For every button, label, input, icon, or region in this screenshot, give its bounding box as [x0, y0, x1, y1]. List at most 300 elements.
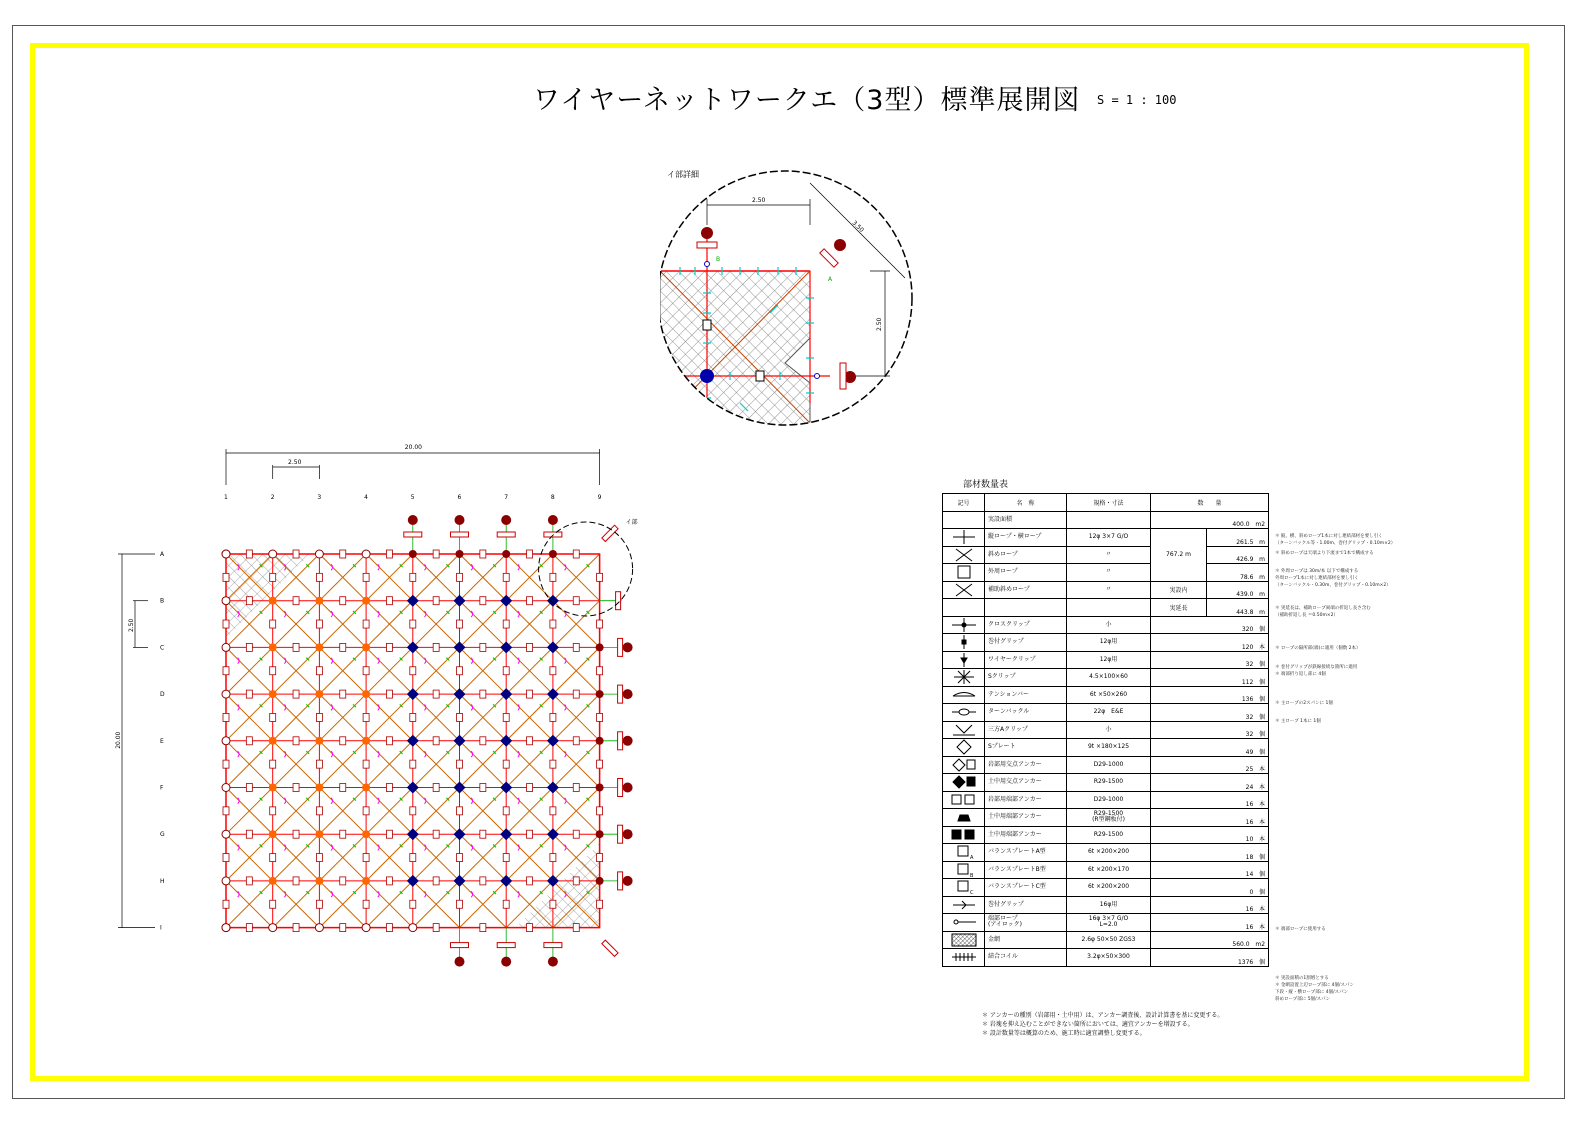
table-row [943, 686, 1269, 704]
column-label: 6 [457, 494, 462, 501]
balance-plate [840, 363, 846, 389]
s-plate-icon [223, 760, 229, 768]
s-plate-icon [457, 573, 463, 581]
side-note: ＊ 外周ロープは 30m/本 以下で構成する 外周ロープ1本に対し連結部材を要し引く （ターンバックル・0.30m、巻付グリップ・0.10m×2） [1275, 569, 1391, 588]
item-qty [1151, 756, 1269, 774]
s-plate-icon [597, 854, 603, 862]
anchor-icon [501, 515, 511, 525]
note-line: ＊ アンカーの種別（岩部用・土中用）は、アンカー調査後、設計計算書を基に変更する。 [982, 1012, 1224, 1019]
s-plate-icon [293, 597, 299, 605]
table-row [943, 704, 1269, 722]
table-row [943, 529, 1269, 547]
item-spec [1067, 599, 1151, 617]
column-label: 1 [224, 494, 228, 501]
s-plate-icon [756, 371, 764, 381]
s-plate-icon [293, 690, 299, 698]
symbol-cell [943, 511, 985, 529]
s-plate-icon [246, 690, 252, 698]
coil-icon [378, 844, 380, 850]
qty-unit: m2 [1255, 521, 1266, 528]
dim-span: 2.50 [288, 459, 302, 466]
s-plate-icon [550, 573, 556, 581]
turn-icon [943, 704, 985, 722]
anchor-icon [596, 830, 604, 838]
column-label: 9 [597, 494, 602, 501]
boxb-icon [943, 861, 985, 879]
s-plate-icon [293, 550, 299, 558]
coil-icon [565, 658, 567, 664]
s-plate-icon [410, 760, 416, 768]
item-spec: 9t ×180×125 [1067, 739, 1151, 757]
s-plate-icon [340, 690, 346, 698]
s-plate-icon [480, 550, 486, 558]
balance-plate [618, 732, 623, 750]
qty-unit: 個 [1259, 853, 1266, 861]
qty-unit: m [1259, 573, 1266, 581]
row-label: C [160, 644, 165, 652]
qty-value: 120 [1241, 643, 1254, 651]
coil-icon [518, 891, 520, 897]
s-plate-icon [246, 877, 252, 885]
coil-icon [284, 751, 286, 757]
qty-value: 400.0 [1232, 521, 1250, 528]
dim-left: 20.00 [115, 731, 122, 749]
s-plate-icon [340, 597, 346, 605]
item-qty [1151, 634, 1269, 652]
item-name: 外周ロープ [985, 564, 1067, 582]
s-plate-icon [270, 573, 276, 581]
qty-unit: 個 [1259, 626, 1266, 633]
column-label: 3 [317, 494, 322, 501]
item-spec: 2.6φ 50×50 ZGS3 [1067, 931, 1151, 949]
row-label: H [160, 877, 165, 885]
s-plate-icon [270, 900, 276, 908]
qty-unit: m [1259, 538, 1266, 546]
s-plate-icon [573, 690, 579, 698]
s-plate-icon [246, 550, 252, 558]
s-plate-icon [503, 620, 509, 628]
s-plate-icon [386, 643, 392, 651]
detail-tag-a: A [828, 276, 833, 283]
boxc-icon [943, 879, 985, 897]
s-plate-icon [573, 784, 579, 792]
side-note: ＊ 巻付グリップが鉄線接続な箇所に適用 ＊ 端部折り返し部に 4個 [1275, 665, 1358, 677]
coil-icon [331, 891, 333, 897]
side-note: ＊ 縦、横、斜めロープ1本に対し連結部材を要し引く （ターンバックル等・1.00m、巻付グリップ・0.10m×2） [1275, 534, 1396, 546]
s-plate-icon [527, 690, 533, 698]
s-plate-icon [316, 667, 322, 675]
anchor-icon [408, 515, 418, 525]
qty-value: 24 [1245, 783, 1254, 791]
s-plate-icon [316, 713, 322, 721]
anchor-icon [269, 924, 277, 932]
qty-unit: 個 [1259, 748, 1266, 756]
s-plate-icon [503, 573, 509, 581]
table-row [943, 914, 1269, 932]
merged-total-value: 767.2 [1166, 551, 1184, 559]
item-spec: D29-1000 [1067, 756, 1151, 774]
item-qty [1151, 844, 1269, 862]
table-row [943, 861, 1269, 879]
item-spec: 12φ用 [1067, 634, 1151, 652]
s-plate-icon [340, 877, 346, 885]
general-notes [982, 1011, 1223, 1038]
anchor-icon [456, 550, 464, 558]
node-anchor-icon [362, 877, 370, 885]
item-name: 巻付グリップ [985, 634, 1067, 652]
coil-icon [238, 704, 240, 710]
grip-icon [943, 634, 985, 652]
anchor-icon [596, 690, 604, 698]
anchor-icon [596, 737, 604, 745]
item-spec: R29-1500 (R型鋼板付) [1067, 809, 1151, 827]
s-plate-icon [316, 760, 322, 768]
s-plate-icon [293, 784, 299, 792]
s-plate-icon [316, 573, 322, 581]
s-plate-icon [386, 597, 392, 605]
item-name: ターンバックル [985, 704, 1067, 722]
s-plate-icon [433, 924, 439, 932]
anc4-icon [943, 809, 985, 827]
coil-icon [331, 704, 333, 710]
s-plate-icon [293, 737, 299, 745]
item-qty [1151, 791, 1269, 809]
row-label: A [160, 551, 165, 558]
item-name: 金網 [985, 931, 1067, 949]
coil-icon [424, 611, 426, 617]
anchor-icon [409, 924, 417, 932]
side-note: ＊ 実延長は、補助ロープ両端の折返し長さ含む （補助折返し長 ＝0.50m×2） [1275, 606, 1371, 618]
item-spec: 〃 [1067, 581, 1151, 599]
sub-label: 実延長 [1151, 599, 1207, 617]
cross-icon [943, 529, 985, 547]
s-plate-icon [270, 760, 276, 768]
qty-value: 32 [1245, 731, 1254, 738]
s-plate-icon [410, 900, 416, 908]
s-plate-icon [597, 807, 603, 815]
s-plate-icon [433, 784, 439, 792]
detail-label: イ部詳細 [667, 170, 699, 179]
column-label: 5 [410, 494, 415, 501]
s-plate-icon [480, 690, 486, 698]
x-icon [943, 546, 985, 564]
node-anchor-icon [362, 597, 370, 605]
s-plate-icon [246, 597, 252, 605]
item-spec: 16φ 3×7 G/O L=2.0 [1067, 914, 1151, 932]
anchor-icon [701, 227, 713, 239]
balance-plate [544, 532, 562, 537]
rope-icon [943, 914, 985, 932]
table-row [943, 546, 1269, 564]
s-plate-icon [503, 760, 509, 768]
item-spec: R29-1500 [1067, 826, 1151, 844]
s-plate-icon [550, 620, 556, 628]
anchor-icon [409, 550, 417, 558]
node-anchor-icon [269, 737, 277, 745]
table-row [943, 791, 1269, 809]
qty-unit: 個 [1259, 696, 1266, 703]
s-plate-icon [223, 807, 229, 815]
node-anchor-icon [362, 830, 370, 838]
item-spec: 4.5×100×60 [1067, 669, 1151, 687]
item-qty [1151, 914, 1269, 932]
side-note: ＊ 実設面積の1割増とする ＊ 金網設置上辺ロープ部に 4個/スパン 下段・縦・横ロープ部に 4個/スパン 斜めロープ部に 5個/スパン [1275, 976, 1355, 1002]
s-plate-icon [527, 924, 533, 932]
s-plate-icon [433, 550, 439, 558]
wclip-icon [943, 651, 985, 669]
s-plate-icon [246, 737, 252, 745]
s-plate-icon [410, 713, 416, 721]
item-spec: 6t ×50×260 [1067, 686, 1151, 704]
s-plate-icon [270, 667, 276, 675]
row-label: B [160, 597, 165, 605]
clip-icon [943, 616, 985, 634]
row-label: F [160, 784, 164, 792]
table-row [943, 931, 1269, 949]
item-spec: 〃 [1067, 564, 1151, 582]
qty-unit: 個 [1259, 871, 1266, 878]
s-plate-icon [550, 807, 556, 815]
anchor-icon [362, 924, 370, 932]
anc3-icon [943, 791, 985, 809]
sub-label: 実設内 [1151, 581, 1207, 599]
item-name: 土中用交点アンカー [985, 774, 1067, 792]
row-label: E [160, 737, 164, 745]
s-plate-icon [410, 854, 416, 862]
qty-value: 16 [1245, 801, 1254, 808]
coil-icon [943, 949, 985, 967]
qty-value: 261.5 [1236, 538, 1254, 546]
column-label: 4 [364, 494, 368, 501]
coil-icon [518, 751, 520, 757]
s-plate-icon [433, 690, 439, 698]
tension-icon [943, 686, 985, 704]
coil-icon [378, 704, 380, 710]
item-qty [1151, 774, 1269, 792]
s-plate-icon [503, 854, 509, 862]
s-plate-icon [340, 830, 346, 838]
coil-icon [518, 844, 520, 850]
item-qty [1151, 651, 1269, 669]
s-plate-icon [363, 713, 369, 721]
s-plate-icon [293, 924, 299, 932]
s-plate-icon [457, 620, 463, 628]
anchor-icon [315, 924, 323, 932]
s-plate-icon [340, 784, 346, 792]
node-anchor-icon [315, 877, 323, 885]
item-spec [1067, 511, 1151, 529]
anchor-icon [315, 550, 323, 558]
item-name: 土中用端部アンカー [985, 809, 1067, 827]
node-anchor-icon [269, 597, 277, 605]
table-row [943, 809, 1269, 827]
quantity-table [942, 493, 1269, 967]
coil-icon [331, 798, 333, 804]
anc1-icon [943, 756, 985, 774]
diamond-icon [943, 739, 985, 757]
s-plate-icon [527, 830, 533, 838]
item-spec: 小 [1067, 721, 1151, 739]
s-plate-icon [433, 597, 439, 605]
qty-unit: m [1259, 556, 1266, 563]
callout-label: イ部 [625, 519, 638, 526]
item-name: 土中用端部アンカー [985, 826, 1067, 844]
item-name: バランスプレートA型 [985, 844, 1067, 862]
s-plate-icon [410, 807, 416, 815]
node-anchor-icon [700, 369, 714, 383]
coil-icon [378, 564, 380, 570]
s-plate-icon [340, 924, 346, 932]
s-plate-icon [270, 620, 276, 628]
s-plate-icon [270, 807, 276, 815]
s-plate-icon [573, 877, 579, 885]
coil-icon [238, 844, 240, 850]
item-spec: 16φ用 [1067, 896, 1151, 914]
coil-icon [565, 751, 567, 757]
node-anchor-icon [315, 784, 323, 792]
coil-icon [378, 658, 380, 664]
coil-icon [284, 704, 286, 710]
qty-unit: 本 [1259, 818, 1266, 826]
item-qty [1151, 616, 1269, 634]
item-qty [1151, 896, 1269, 914]
s-plate-icon [223, 854, 229, 862]
balance-plate [618, 779, 623, 797]
row-label: G [160, 831, 165, 839]
plan-view [110, 435, 650, 970]
item-qty [1207, 529, 1269, 547]
coil-icon [378, 751, 380, 757]
s-plate-icon [270, 854, 276, 862]
anchor-icon [222, 924, 230, 932]
s-plate-icon [597, 713, 603, 721]
node-anchor-icon [315, 690, 323, 698]
item-qty [1207, 546, 1269, 564]
item-name: バランスプレートC型 [985, 879, 1067, 897]
item-spec: 小 [1067, 616, 1151, 634]
node-anchor-icon [269, 690, 277, 698]
item-qty [1207, 599, 1269, 617]
turnbuckle-icon [815, 374, 820, 379]
item-name: 補助斜めロープ [985, 581, 1067, 599]
balance-plate [451, 943, 469, 948]
anchor-icon [596, 784, 604, 792]
merged-total-unit: m [1185, 551, 1191, 559]
node-anchor-icon [269, 877, 277, 885]
side-note: ＊ 主ロープの2スパンに 1個 [1275, 701, 1333, 706]
s-plate-icon [503, 667, 509, 675]
s-plate-icon [527, 597, 533, 605]
table-row [943, 634, 1269, 652]
s-plate-icon [386, 784, 392, 792]
s-plate-icon [386, 877, 392, 885]
coil-icon [424, 658, 426, 664]
qty-unit: 本 [1259, 766, 1266, 773]
s-plate-icon [527, 550, 533, 558]
s-plate-icon [550, 900, 556, 908]
node-anchor-icon [362, 737, 370, 745]
s-plate-icon [433, 877, 439, 885]
item-qty [1151, 511, 1269, 529]
s-plate-icon [433, 643, 439, 651]
anchor-icon [222, 690, 230, 698]
anchor-icon [222, 643, 230, 651]
coil-icon [518, 564, 520, 570]
coil-icon [331, 658, 333, 664]
symbol-cell [943, 599, 985, 617]
balance-plate [618, 872, 623, 890]
item-name: 結合コイル [985, 949, 1067, 967]
s-plate-icon [573, 924, 579, 932]
s-plate-icon [410, 573, 416, 581]
item-qty [1151, 669, 1269, 687]
item-name: 縦ロープ・横ロープ [985, 529, 1067, 547]
coil-icon [518, 658, 520, 664]
s-plate-icon [363, 667, 369, 675]
s-plate-icon [503, 900, 509, 908]
column-label: 7 [504, 494, 509, 501]
sclip-icon [943, 669, 985, 687]
s-plate-icon [316, 854, 322, 862]
s-plate-icon [573, 550, 579, 558]
note-line: ＊ 設計数量等は概算のため、施工時に適宜調整し変更する。 [982, 1030, 1146, 1037]
anchor-icon [549, 550, 557, 558]
qty-unit: 個 [1259, 888, 1266, 896]
item-name: Sプレート [985, 739, 1067, 757]
anchor-icon [623, 829, 633, 839]
anchor-icon [222, 830, 230, 838]
s-plate-icon [527, 877, 533, 885]
item-spec: 22φ E&E [1067, 704, 1151, 722]
header-qty: 数 量 [1151, 494, 1269, 512]
item-name: 実設面積 [985, 511, 1067, 529]
note-line: ＊ 岩塊を抑え込むことができない箇所においては、適宜アンカーを増設する。 [982, 1021, 1194, 1028]
s-plate-icon [480, 877, 486, 885]
item-qty [1151, 931, 1269, 949]
qty-value: 443.8 [1236, 608, 1254, 616]
node-anchor-icon [362, 784, 370, 792]
table-row [943, 774, 1269, 792]
balance-plate [602, 940, 618, 956]
s-plate-icon [550, 854, 556, 862]
s-plate-icon [457, 667, 463, 675]
table-title: 部材数量表 [963, 480, 1009, 490]
s-plate-icon [480, 643, 486, 651]
anchor-icon [548, 957, 558, 967]
item-spec: 12φ用 [1067, 651, 1151, 669]
s-plate-icon [340, 550, 346, 558]
item-name: テンションバー [985, 686, 1067, 704]
detail-dim-top: 2.50 [752, 197, 766, 204]
tri-icon [943, 721, 985, 739]
coil-icon [284, 844, 286, 850]
s-plate-icon [386, 737, 392, 745]
qty-unit: 本 [1259, 923, 1266, 931]
node-anchor-icon [362, 643, 370, 651]
anchor-icon [269, 550, 277, 558]
coil-icon [471, 611, 473, 617]
item-spec: 〃 [1067, 546, 1151, 564]
table-row [943, 896, 1269, 914]
s-plate-icon [573, 737, 579, 745]
s-plate-icon [223, 620, 229, 628]
item-name: 岩部用交点アンカー [985, 756, 1067, 774]
s-plate-icon [573, 643, 579, 651]
s-plate-icon [597, 620, 603, 628]
coil-icon [284, 891, 286, 897]
drawing-scale: S = 1 : 100 [1097, 93, 1177, 107]
detail-dim-diag: 3.50 [850, 219, 865, 234]
